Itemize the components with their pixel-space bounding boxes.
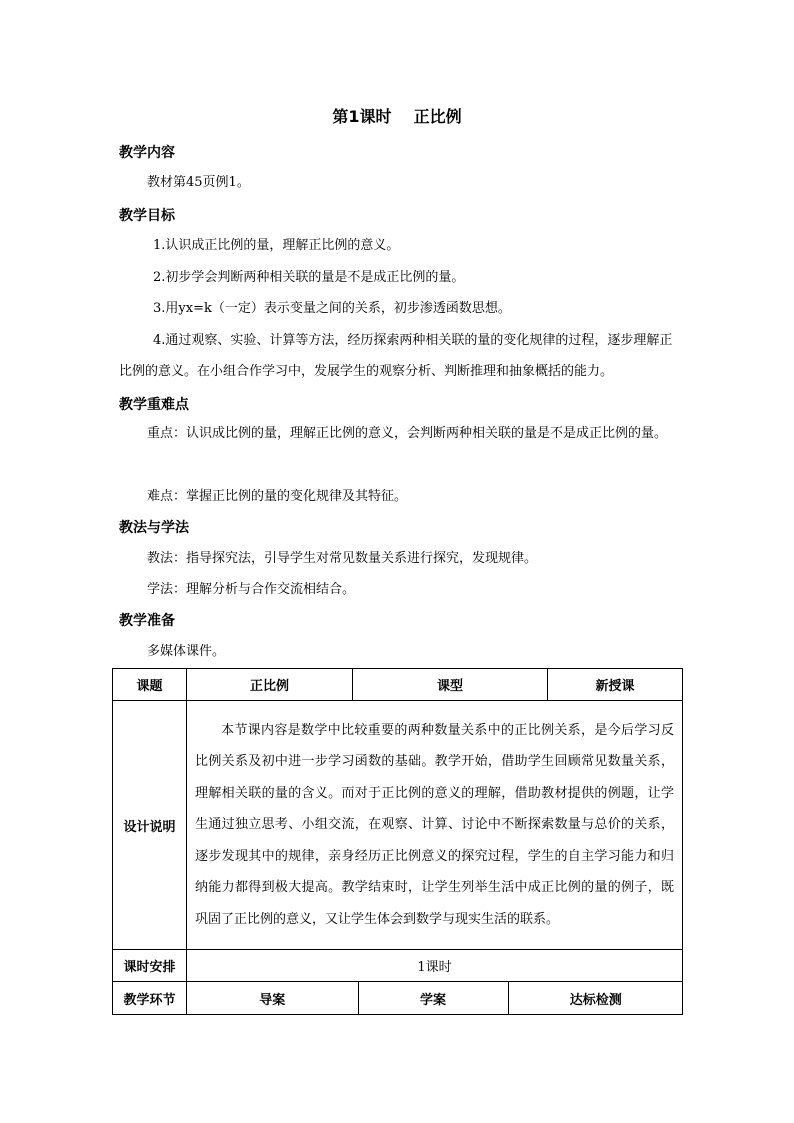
lesson-number: 第1课时: [332, 107, 392, 126]
section-heading-methods: 教法与学法: [119, 520, 189, 536]
stage-study: 学案: [358, 982, 508, 1014]
schedule-value: 1课时: [187, 950, 683, 982]
type-label: 课型: [353, 669, 548, 701]
stages-label: 教学环节: [113, 982, 187, 1015]
section-heading-content: 教学内容: [119, 145, 175, 161]
stage-guide: 导案: [187, 982, 358, 1014]
section-heading-prep: 教学准备: [119, 613, 175, 629]
goal-item-4: 4.通过观察、实验、计算等方法，经历探索两种相关联的量的变化规律的过程，逐步理解正比例的意义。在小组合作学习中，发展学生的观察分析、判断推理和抽象概括的能力。: [119, 333, 673, 379]
key-point-text: 重点：认识成比例的量，理解正比例的意义，会判断两种相关联的量是不是成正比例的量。: [147, 426, 668, 441]
table-row-stages: [113, 982, 683, 1015]
topic-label: 课题: [113, 669, 187, 701]
goal-item-2: 2.初步学会判断两种相关联的量是不是成正比例的量。: [153, 270, 465, 285]
difficult-point-text: 难点：掌握正比例的量的变化规律及其特征。: [147, 489, 408, 504]
lesson-info-table: [112, 668, 683, 1015]
design-description-cell: [187, 701, 683, 950]
table-row-design: [113, 701, 683, 950]
stages-cell: [187, 982, 683, 1015]
stage-check: 达标检测: [569, 992, 622, 1008]
learning-method-text: 学法：理解分析与合作交流相结合。: [147, 582, 356, 597]
lesson-title: [0, 106, 794, 128]
stages-inner-table: [187, 982, 683, 1014]
lesson-topic: 正比例: [413, 107, 462, 126]
schedule-label: 课时安排: [113, 950, 187, 982]
section-heading-keypoints: 教学重难点: [119, 397, 189, 413]
goal-item-1: 1.认识成正比例的量，理解正比例的意义。: [153, 238, 400, 253]
design-description: 本节课内容是数学中比较重要的两种数量关系中的正比例关系，是今后学习反比例关系及初中进一步学习函数的基础。教学开始，借助学生回顾常见数量关系，理解相关联的量的含义。而对于正比例的意义的理解，借助教材提供的例题，让学生通过独立思考、小组交流，在观察、计算、讨论中不断探索数量与总价的关系，逐步发现其中的规律，亲身经历正比例意义的探究过程，学生的自主学习能力和归纳能力都得到极大提高。教学结束时，让学生列举生活中成正比例的量的例子，既巩固了正比例的意义，又让学生体会到数学与现实生活的联系。: [195, 722, 675, 927]
prep-text: 多媒体课件。: [147, 644, 226, 659]
table-row-topic: [113, 669, 683, 701]
goal-item-3: 3.用yx=k（一定）表示变量之间的关系，初步渗透函数思想。: [153, 301, 511, 316]
topic-value: 正比例: [187, 669, 353, 701]
content-text: 教材第45页例1。: [147, 175, 250, 190]
teaching-method-text: 教法：指导探究法，引导学生对常见数量关系进行探究，发现规律。: [147, 551, 538, 566]
table-row-schedule: [113, 950, 683, 982]
type-value: 新授课: [548, 669, 683, 701]
section-heading-goals: 教学目标: [119, 208, 175, 224]
design-label: 设计说明: [113, 701, 187, 950]
